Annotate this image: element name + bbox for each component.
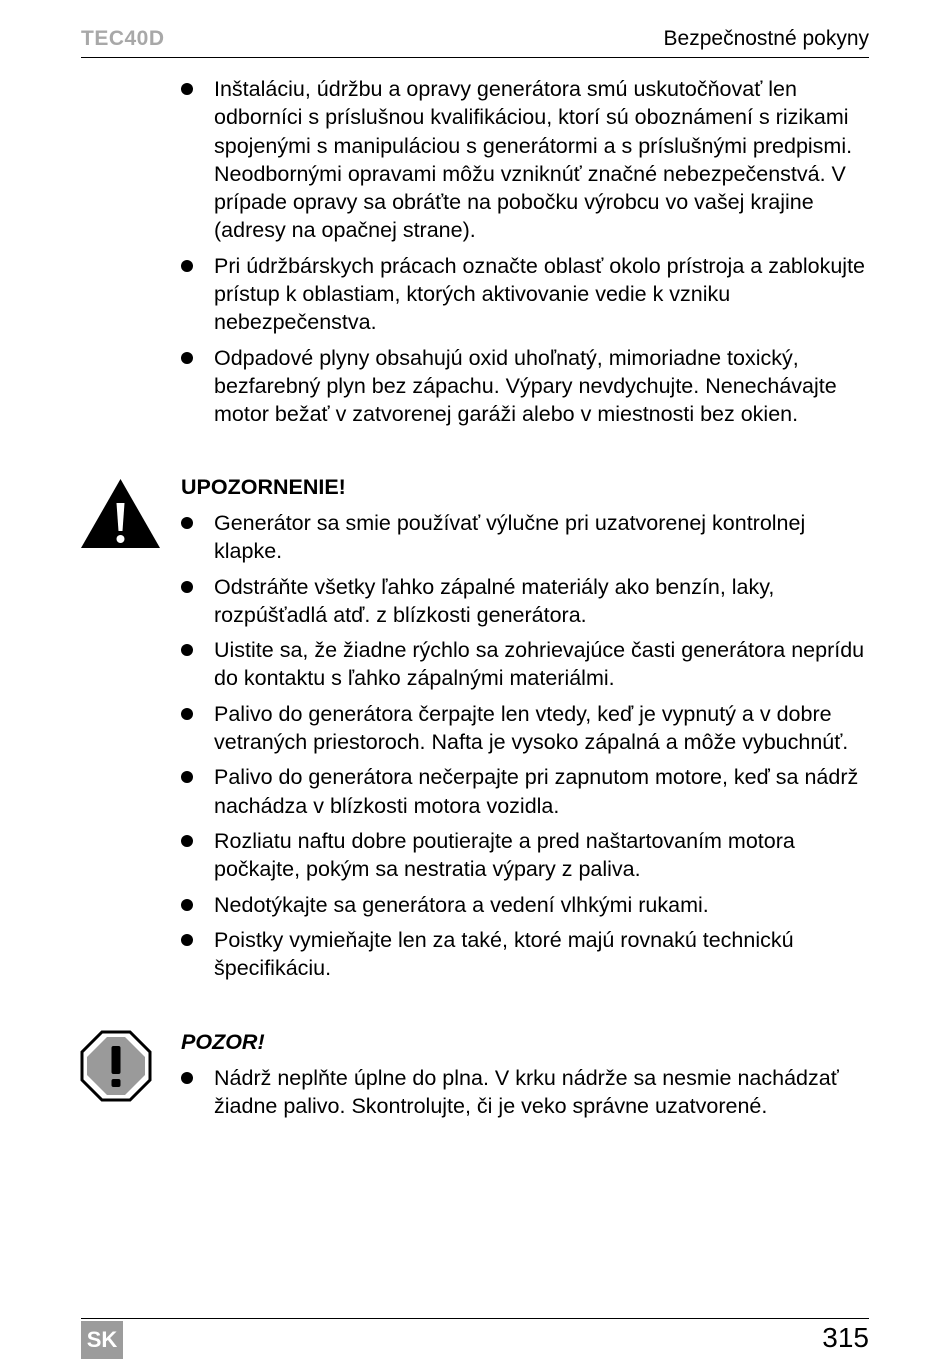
caution-heading: POZOR!	[181, 1030, 265, 1054]
bullet-icon	[181, 835, 193, 847]
bullet-icon	[181, 260, 193, 272]
bullet-icon	[181, 771, 193, 783]
bullet-icon	[181, 644, 193, 656]
list-item: Palivo do generátora nečerpajte pri zapnutom motore, keď sa nádrž nachádza v blízkosti motora vozidla.	[181, 763, 871, 820]
list-item: Poistky vymieňajte len za také, ktoré majú rovnakú technickú špecifikáciu.	[181, 926, 871, 983]
list-item: Odpadové plyny obsahujú oxid uhoľnatý, mimoriadne toxický, bezfarebný plyn bez zápachu. Výpary nevdychujte. Nenechávajte motor bežať v zatvorenej garáži alebo v miestnosti bez okien.	[181, 344, 871, 429]
footer-divider	[81, 1318, 869, 1319]
list-item: Nádrž neplňte úplne do plna. V krku nádrže sa nesmie nachádzať žiadne palivo. Skontrolujte, či je veko správne uzatvorené.	[181, 1064, 871, 1121]
product-model: TEC40D	[81, 27, 165, 50]
bullet-icon	[181, 352, 193, 364]
bullet-icon	[181, 1072, 193, 1084]
header-divider	[81, 57, 869, 58]
caution-list	[181, 1064, 871, 1128]
bullet-icon	[181, 899, 193, 911]
safety-list	[181, 75, 871, 436]
section-title: Bezpečnostné pokyny	[663, 27, 869, 50]
list-item: Palivo do generátora čerpajte len vtedy, keď je vypnutý a v dobre vetraných priestoroch. Nafta je vysoko zápalná a môže vybuchnúť.	[181, 700, 871, 757]
bullet-icon	[181, 83, 193, 95]
list-item: Nedotýkajte sa generátora a vedení vlhkými rukami.	[181, 891, 871, 919]
page-number: 315	[822, 1322, 869, 1353]
list-item: Rozliatu naftu dobre poutierajte a pred naštartovaním motora počkajte, pokým sa nestratia výpary z paliva.	[181, 827, 871, 884]
list-item: Uistite sa, že žiadne rýchlo sa zohrievajúce časti generátora neprídu do kontaktu s ľahko zápalnými materiálmi.	[181, 636, 871, 693]
list-item: Generátor sa smie používať výlučne pri uzatvorenej kontrolnej klapke.	[181, 509, 871, 566]
bullet-icon	[181, 708, 193, 720]
bullet-icon	[181, 581, 193, 593]
warning-list	[181, 509, 871, 989]
warning-heading: UPOZORNENIE!	[181, 475, 346, 499]
list-item: Pri údržbárskych prácach označte oblasť okolo prístroja a zablokujte prístup k oblastiam, ktorých aktivovanie vedie k vzniku nebezpečenstva.	[181, 252, 871, 337]
list-item: Odstráňte všetky ľahko zápalné materiály ako benzín, laky, rozpúšťadlá atď. z blízkosti generátora.	[181, 573, 871, 630]
language-badge: SK	[81, 1321, 123, 1359]
bullet-icon	[181, 517, 193, 529]
warning-triangle-icon	[80, 478, 161, 549]
bullet-icon	[181, 934, 193, 946]
list-item: Inštaláciu, údržbu a opravy generátora smú uskutočňovať len odborníci s príslušnou kvalifikáciou, ktorí sú oboznámení s rizikami spojenými s manipuláciou s generátormi a s príslušnými predpismi. Neodbornými opravami môžu vzniknúť značné nebezpečenstvá. V prípade opravy sa obráťte na pobočku výrobcu vo vašej krajine (adresy na opačnej strane).	[181, 75, 871, 245]
notice-octagon-icon	[80, 1030, 152, 1102]
